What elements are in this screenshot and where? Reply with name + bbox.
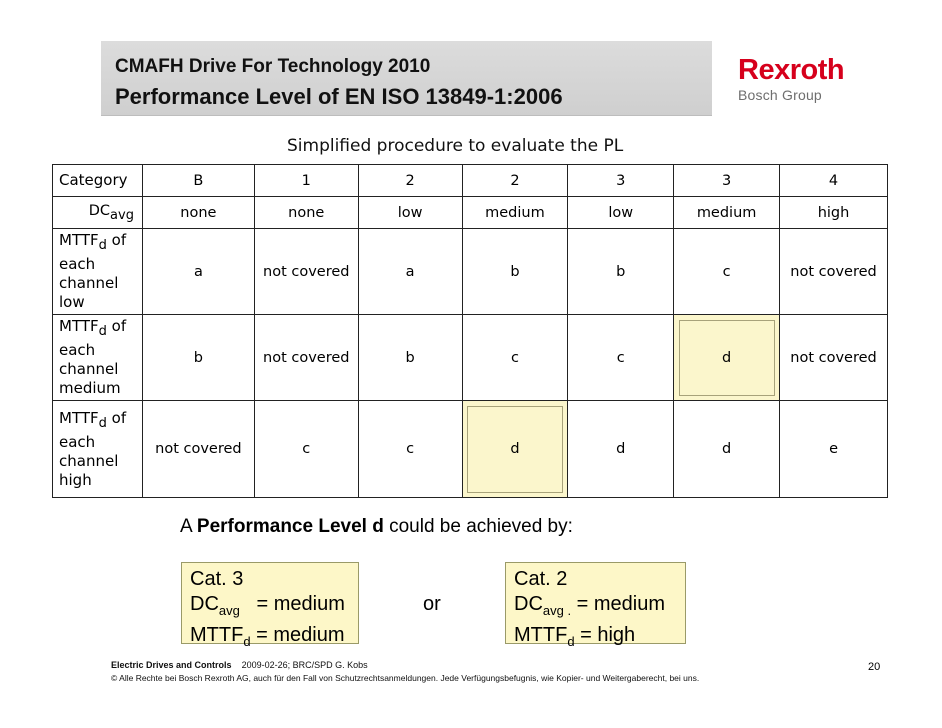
- category-cell: 3: [568, 165, 674, 197]
- statement-suffix: could be achieved by:: [383, 516, 573, 537]
- pl-cell: c: [358, 401, 462, 498]
- logo-wordmark: Rexroth: [738, 54, 845, 86]
- dc-cell: none: [254, 197, 358, 229]
- dc-cell: high: [780, 197, 888, 229]
- dc-cell: low: [358, 197, 462, 229]
- dc-label-text: DC: [88, 202, 111, 219]
- pl-table-container: [52, 164, 888, 496]
- option-line: Cat. 2: [514, 568, 568, 590]
- row-label-sub: d: [98, 415, 107, 431]
- dc-label-sub: avg: [110, 207, 134, 223]
- pl-cell: c: [568, 315, 674, 401]
- pl-cell: not covered: [254, 229, 358, 315]
- pl-cell: c: [254, 401, 358, 498]
- pl-cell: b: [142, 315, 254, 401]
- dc-cell: none: [142, 197, 254, 229]
- row-label-line: channel: [59, 451, 119, 470]
- mttf-medium-label: [53, 315, 143, 401]
- option-text: DC: [514, 593, 543, 615]
- option-text: MTTF: [190, 624, 244, 646]
- footer-company: Electric Drives and Controls: [111, 660, 232, 670]
- pl-cell-highlighted: d: [674, 315, 780, 401]
- option-cat2-box: [505, 562, 686, 649]
- category-row: [53, 165, 888, 197]
- row-label-line: high: [59, 470, 92, 489]
- option-text: MTTF: [514, 624, 568, 646]
- row-label-sub: d: [98, 238, 107, 253]
- pl-cell: b: [358, 315, 462, 401]
- option-sub: d: [567, 634, 575, 649]
- row-label-line: MTTF: [59, 408, 99, 427]
- mttf-medium-row: [53, 315, 888, 401]
- option-cat3-box: [181, 562, 359, 649]
- pl-cell: d: [674, 401, 780, 498]
- mttf-high-label: [53, 401, 143, 498]
- row-label-line: MTTF: [59, 231, 99, 249]
- dc-cell: medium: [462, 197, 568, 229]
- pl-cell: not covered: [254, 315, 358, 401]
- option-text: = medium: [571, 593, 666, 615]
- pl-cell: e: [780, 401, 888, 498]
- dc-label: [53, 197, 143, 229]
- row-label-line: channel: [59, 274, 119, 292]
- row-label-line: each: [59, 341, 96, 359]
- mttf-high-row: [53, 401, 888, 498]
- option-sub: avg: [218, 603, 240, 618]
- category-cell: 2: [462, 165, 568, 197]
- option-line: [190, 623, 358, 654]
- option-text: = medium: [250, 624, 345, 646]
- rexroth-logo: [738, 56, 878, 103]
- pl-cell: not covered: [142, 401, 254, 498]
- option-line: [190, 592, 358, 623]
- row-label-line: each: [59, 255, 96, 273]
- pl-cell: b: [462, 229, 568, 315]
- option-line: [514, 592, 685, 623]
- footer-copyright: © Alle Rechte bei Bosch Rexroth AG, auch für den Fall von Schutzrechtsanmeldungen. Jede Verfügungsbefugnis, wie Kopier- und Weitergaberecht, bei uns.: [111, 673, 700, 683]
- option-line: Cat. 3: [190, 568, 244, 590]
- pl-cell: c: [674, 229, 780, 315]
- slide-title: Performance Level of EN ISO 13849-1:2006: [115, 84, 563, 109]
- row-label-line: low: [59, 293, 85, 311]
- page-number: 20: [868, 661, 881, 673]
- row-label-line: each: [59, 432, 96, 451]
- header-title: CMAFH Drive For Technology 2010: [115, 56, 431, 77]
- footer-info: [111, 660, 368, 670]
- footer-meta: 2009-02-26; BRC/SPD G. Kobs: [241, 660, 368, 670]
- option-line: [514, 623, 685, 654]
- logo-subtext: Bosch Group: [738, 87, 822, 103]
- pl-cell-highlighted: d: [462, 401, 568, 498]
- mttf-low-row: [53, 229, 888, 315]
- statement-bold: Performance Level d: [196, 516, 384, 537]
- category-label: Category: [53, 165, 143, 197]
- option-text: = high: [574, 624, 636, 646]
- category-cell: 1: [254, 165, 358, 197]
- category-cell: 3: [674, 165, 780, 197]
- option-sub: avg .: [542, 603, 572, 618]
- pl-cell: a: [358, 229, 462, 315]
- pl-evaluation-table: [52, 164, 888, 498]
- category-cell: B: [142, 165, 254, 197]
- dc-row: [53, 197, 888, 229]
- pl-cell: not covered: [780, 315, 888, 401]
- row-label-line: of: [106, 231, 127, 249]
- dc-cell: low: [568, 197, 674, 229]
- mttf-low-label: [53, 229, 143, 315]
- option-text: = medium: [239, 593, 345, 615]
- pl-cell: d: [568, 401, 674, 498]
- header-band: [101, 41, 712, 116]
- row-label-line: channel: [59, 360, 119, 378]
- category-cell: 2: [358, 165, 462, 197]
- option-text: DC: [190, 593, 219, 615]
- statement-prefix: A: [180, 516, 197, 537]
- row-label-line: of: [106, 317, 127, 335]
- row-label-line: of: [106, 408, 127, 427]
- option-sub: d: [243, 634, 251, 649]
- row-label-line: medium: [59, 379, 121, 397]
- performance-statement: [180, 516, 573, 538]
- table-caption: Simplified procedure to evaluate the PL: [287, 136, 624, 156]
- category-cell: 4: [780, 165, 888, 197]
- or-label: or: [423, 593, 441, 615]
- pl-cell: c: [462, 315, 568, 401]
- pl-cell: b: [568, 229, 674, 315]
- row-label-line: MTTF: [59, 317, 99, 335]
- pl-cell: a: [142, 229, 254, 315]
- row-label-sub: d: [98, 324, 107, 339]
- pl-cell: not covered: [780, 229, 888, 315]
- dc-cell: medium: [674, 197, 780, 229]
